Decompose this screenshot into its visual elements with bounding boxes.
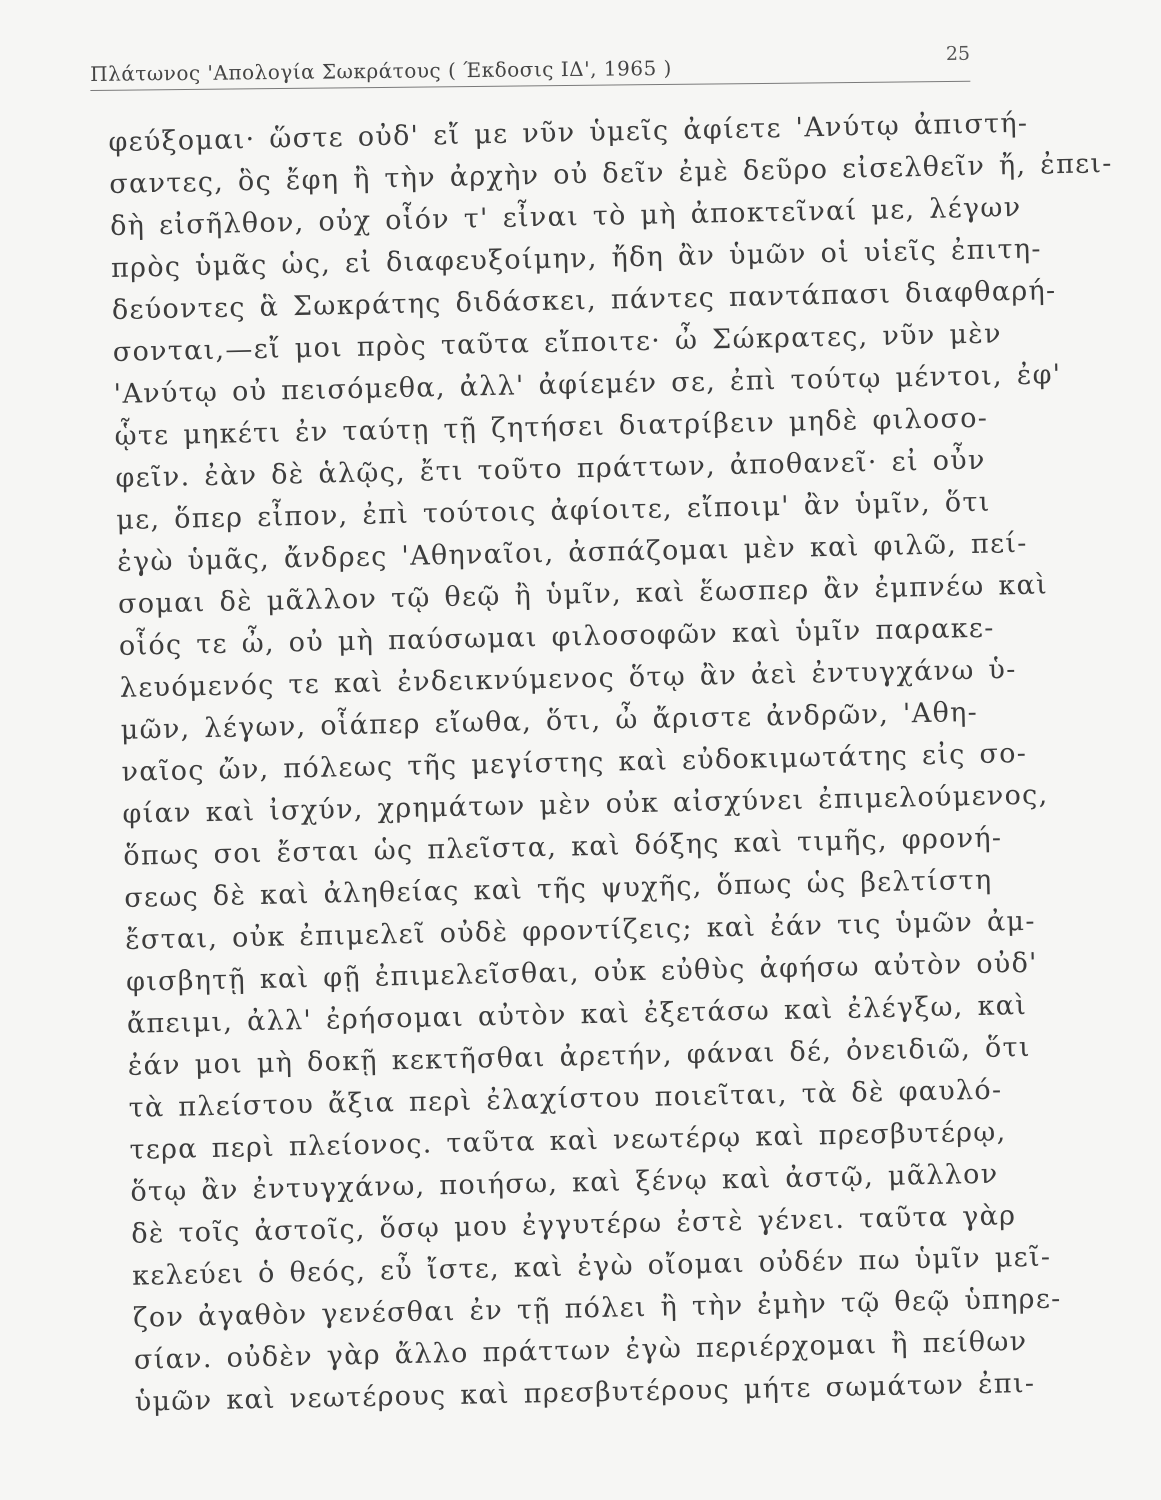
- page-number: 25: [945, 42, 971, 66]
- text-line: ἄπειμι, ἀλλ' ἐρήσομαι αὐτὸν καὶ ἐξετάσω καὶ ἐλέγξω, καὶ: [126, 989, 1028, 1040]
- text-line: ᾧτε μηκέτι ἐν ταύτῃ τῇ ζητήσει διατρίβειν μηδὲ φιλοσο-: [114, 402, 989, 452]
- text-line: δὲ τοῖς ἀστοῖς, ὅσῳ μου ἐγγυτέρω ἐστὲ γένει. ταῦτα γὰρ: [130, 1200, 1017, 1250]
- text-line: σίαν. οὐδὲν γὰρ ἄλλο πράττων ἐγὼ περιέρχομαι ἢ πείθων: [133, 1326, 1028, 1376]
- text-line: φίαν καὶ ἰσχύν, χρημάτων μὲν οὐκ αἰσχύνει ἐπιμελούμενος,: [122, 779, 1049, 830]
- text-line: ὅτῳ ἂν ἐντυγχάνω, ποιήσω, καὶ ξένῳ καὶ ἀστῷ, μᾶλλον: [130, 1158, 999, 1208]
- text-line: οἷός τε ὦ, οὐ μὴ παύσωμαι φιλοσοφῶν καὶ ὑμῖν παρακε-: [118, 612, 995, 662]
- text-line: τὰ πλείστου ἄξια περὶ ἐλαχίστου ποιεῖται, τὰ δὲ φαυλό-: [128, 1074, 1003, 1124]
- text-line: λευόμενός τε καὶ ἐνδεικνύμενος ὅτῳ ἂν ἀεὶ ἐντυγχάνω ὑ-: [119, 654, 1017, 704]
- text-line: ναῖος ὤν, πόλεως τῆς μεγίστης καὶ εὐδοκιμωτάτης εἰς σο-: [121, 737, 1028, 788]
- text-line: 'Ανύτῳ οὐ πεισόμεθα, ἀλλ' ἀφίεμέν σε, ἐπὶ τούτῳ μέντοι, ἐφ': [113, 359, 1062, 410]
- text-line: φεύξομαι· ὥστε οὐδ' εἴ με νῦν ὑμεῖς ἀφίετε 'Ανύτῳ ἀπιστή-: [108, 107, 1029, 158]
- text-line: δεύοντες ἃ Σωκράτης διδάσκει, πάντες παντάπασι διαφθαρή-: [111, 275, 1057, 326]
- text-line: σονται,—εἴ μοι πρὸς ταῦτα εἴποιτε· ὦ Σώκρατες, νῦν μὲν: [112, 318, 1003, 368]
- header-title: Πλάτωνος 'Απολογία Σωκράτους ( Έκδοσις ΙΔ', 1965 ): [90, 55, 673, 86]
- text-line: μῶν, λέγων, οἷάπερ εἴωθα, ὅτι, ὦ ἄριστε ἀνδρῶν, 'Αθη-: [120, 696, 979, 746]
- text-line: ἔσται, οὐκ ἐπιμελεῖ οὐδὲ φροντίζεις; καὶ ἐάν τις ὑμῶν ἀμ-: [124, 905, 1037, 956]
- text-line: ἐάν μοι μὴ δοκῇ κεκτῆσθαι ἀρετήν, φάναι δέ, ὀνειδιῶ, ὅτι: [127, 1031, 1031, 1082]
- text-line: πρὸς ὑμᾶς ὡς, εἰ διαφευξοίμην, ἤδη ἂν ὑμῶν οἱ υἱεῖς ἐπιτη-: [110, 233, 1043, 284]
- text-line: με, ὅπερ εἶπον, ἐπὶ τούτοις ἀφίοιτε, εἴποιμ' ἂν ὑμῖν, ὅτι: [116, 486, 991, 536]
- text-line: σομαι δὲ μᾶλλον τῷ θεῷ ἢ ὑμῖν, καὶ ἕωσπερ ἂν ἐμπνέω καὶ: [117, 569, 1049, 620]
- text-line: σαντες, ὃς ἔφη ἢ τὴν ἀρχὴν οὐ δεῖν ἐμὲ δεῦρο εἰσελθεῖν ἤ, ἐπει-: [108, 147, 1113, 200]
- text-line: δὴ εἰσῆλθον, οὐχ οἷόν τ' εἶναι τὸ μὴ ἀποκτεῖναί με, λέγων: [109, 191, 1022, 242]
- text-line: ζον ἀγαθὸν γενέσθαι ἐν τῇ πόλει ἢ τὴν ἐμὴν τῷ θεῷ ὑπηρε-: [132, 1283, 1062, 1334]
- body-text: [108, 103, 1113, 1424]
- text-line: ἐγὼ ὑμᾶς, ἄνδρες 'Αθηναῖοι, ἀσπάζομαι μὲν καὶ φιλῶ, πεί-: [116, 527, 1028, 578]
- text-line: φεῖν. ἐὰν δὲ ἁλῷς, ἔτι τοῦτο πράττων, ἀποθανεῖ· εἰ οὖν: [115, 444, 986, 494]
- text-line: ὅπως σοι ἔσται ὡς πλεῖστα, καὶ δόξης καὶ τιμῆς, φρονή-: [123, 822, 1003, 872]
- text-line: σεως δὲ καὶ ἀληθείας καὶ τῆς ψυχῆς, ὅπως ὡς βελτίστη: [123, 864, 993, 914]
- text-line: κελεύει ὁ θεός, εὖ ἴστε, καὶ ἐγὼ οἴομαι οὐδέν πω ὑμῖν μεῖ-: [131, 1241, 1052, 1292]
- text-line: τερα περὶ πλείονος. ταῦτα καὶ νεωτέρῳ καὶ πρεσβυτέρῳ,: [129, 1116, 1007, 1166]
- text-line: ὑμῶν καὶ νεωτέρους καὶ πρεσβυτέρους μήτε σωμάτων ἐπι-: [134, 1367, 1036, 1418]
- running-header: [90, 43, 970, 92]
- text-line: φισβητῇ καὶ φῇ ἐπιμελεῖσθαι, οὐκ εὐθὺς ἀφήσω αὐτὸν οὐδ': [125, 947, 1039, 998]
